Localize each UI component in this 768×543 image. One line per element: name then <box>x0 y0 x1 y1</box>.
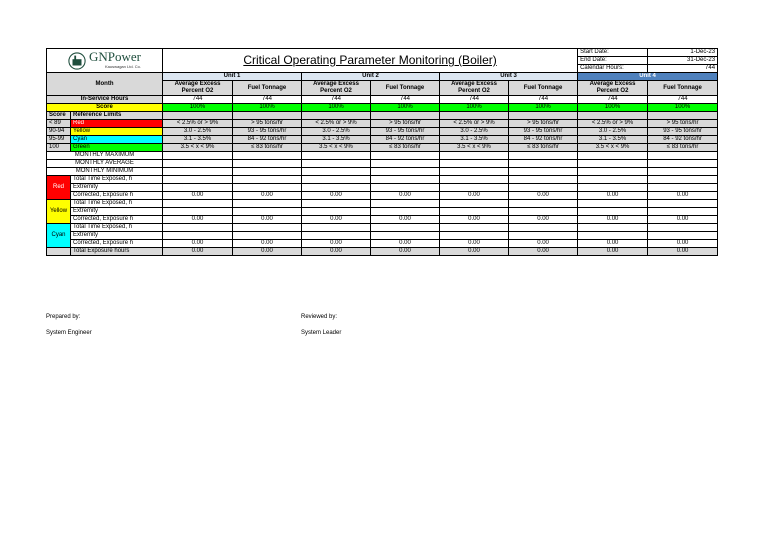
limit-aeo: 3.5 < x < 9% <box>302 144 371 152</box>
total-exposure-value: 0.00 <box>578 248 648 256</box>
blank-cell <box>233 200 302 208</box>
blank-cell <box>302 200 371 208</box>
exposure-value: 0.00 <box>371 192 440 200</box>
blank-cell <box>648 224 718 232</box>
score-row <box>47 104 718 112</box>
blank-cell <box>163 168 233 176</box>
limit-range: < 89 <box>47 120 71 128</box>
blank-cell <box>302 176 371 184</box>
monthly-row <box>47 152 718 160</box>
blank-cell <box>233 168 302 176</box>
blank-cell <box>648 112 718 120</box>
exposure-label: Extremity <box>71 232 163 240</box>
score-value: 100% <box>233 104 302 112</box>
col-aeo: Average Excess Percent O2 <box>163 81 233 96</box>
limit-aeo: < 2.5% or > 9% <box>440 120 509 128</box>
exposure-value: 0.00 <box>578 216 648 224</box>
blank-cell <box>648 168 718 176</box>
monthly-label: MONTHLY MINIMUM <box>47 168 163 176</box>
total-exposure-value: 0.00 <box>302 248 371 256</box>
score-value: 100% <box>509 104 578 112</box>
exposure-label: Corrected, Exposure h <box>71 216 163 224</box>
reference-limits-header: Reference Limits <box>71 112 163 120</box>
blank-cell <box>440 200 509 208</box>
exposure-value: 0.00 <box>163 216 233 224</box>
blank-cell <box>440 176 509 184</box>
exposure-row <box>47 224 718 232</box>
blank-cell <box>233 112 302 120</box>
blank-cell <box>648 200 718 208</box>
inservice-value: 744 <box>163 96 233 104</box>
blank-cell <box>648 184 718 192</box>
blank-cell <box>509 224 578 232</box>
exposure-value: 0.00 <box>440 240 509 248</box>
exposure-value: 0.00 <box>163 240 233 248</box>
blank-cell <box>440 184 509 192</box>
exposure-label: Total Time Exposed, h <box>71 200 163 208</box>
blank-cell <box>302 152 371 160</box>
blank-cell <box>302 232 371 240</box>
monthly-label: MONTHLY AVERAGE <box>47 160 163 168</box>
exposure-group-label: Cyan <box>47 224 71 248</box>
blank-cell <box>648 176 718 184</box>
blank-cell <box>578 152 648 160</box>
score-value: 100% <box>163 104 233 112</box>
score-value: 100% <box>648 104 718 112</box>
exposure-row <box>47 184 718 192</box>
limit-color: Green <box>71 144 163 152</box>
limit-row <box>47 144 718 152</box>
blank-cell <box>47 248 71 256</box>
blank-cell <box>371 176 440 184</box>
limit-fuel: 93 - 95 tons/hr <box>648 128 718 136</box>
limit-fuel: 93 - 95 tons/hr <box>233 128 302 136</box>
limit-fuel: 84 - 92 tons/hr <box>233 136 302 144</box>
blank-cell <box>371 224 440 232</box>
unit-header: Unit 4 <box>578 73 718 81</box>
exposure-row <box>47 192 718 200</box>
blank-cell <box>440 232 509 240</box>
col-aeo: Average Excess Percent O2 <box>440 81 509 96</box>
blank-cell <box>578 160 648 168</box>
limit-fuel: ≤ 83 tons/hr <box>371 144 440 152</box>
inservice-row <box>47 96 718 104</box>
col-fuel: Fuel Tonnage <box>509 81 578 96</box>
exposure-label: Extremity <box>71 184 163 192</box>
col-fuel: Fuel Tonnage <box>648 81 718 96</box>
blank-cell <box>509 152 578 160</box>
blank-cell <box>509 184 578 192</box>
limit-aeo: 3.0 - 2.5% <box>440 128 509 136</box>
exposure-row <box>47 232 718 240</box>
exposure-value: 0.00 <box>233 240 302 248</box>
limit-row <box>47 120 718 128</box>
score-label: Score <box>47 104 163 112</box>
unit-header: Unit 3 <box>440 73 578 81</box>
limit-aeo: 3.5 < x < 9% <box>163 144 233 152</box>
blank-cell <box>578 208 648 216</box>
company-logo <box>47 49 163 73</box>
inservice-value: 744 <box>578 96 648 104</box>
prepared-by-label: Prepared by: <box>46 314 81 320</box>
blank-cell <box>371 200 440 208</box>
blank-cell <box>233 208 302 216</box>
blank-cell <box>578 112 648 120</box>
blank-cell <box>578 176 648 184</box>
inservice-value: 744 <box>648 96 718 104</box>
inservice-value: 744 <box>302 96 371 104</box>
blank-cell <box>440 224 509 232</box>
start-date-value: 1-Dec-23 <box>648 49 718 57</box>
score-value: 100% <box>371 104 440 112</box>
exposure-group-label: Yellow <box>47 200 71 224</box>
blank-cell <box>233 224 302 232</box>
limit-fuel: > 95 tons/hr <box>371 120 440 128</box>
limit-color: Cyan <box>71 136 163 144</box>
limit-color: Red <box>71 120 163 128</box>
blank-cell <box>233 176 302 184</box>
limit-range: 95-99 <box>47 136 71 144</box>
score-value: 100% <box>440 104 509 112</box>
limit-color: Yellow <box>71 128 163 136</box>
exposure-value: 0.00 <box>509 216 578 224</box>
total-exposure-value: 0.00 <box>371 248 440 256</box>
blank-cell <box>302 168 371 176</box>
exposure-value: 0.00 <box>648 192 718 200</box>
blank-cell <box>578 184 648 192</box>
blank-cell <box>440 112 509 120</box>
limit-aeo: < 2.5% or > 9% <box>302 120 371 128</box>
limit-row <box>47 136 718 144</box>
blank-cell <box>509 200 578 208</box>
inservice-value: 744 <box>371 96 440 104</box>
blank-cell <box>371 184 440 192</box>
limit-aeo: 3.0 - 2.5% <box>578 128 648 136</box>
exposure-value: 0.00 <box>233 192 302 200</box>
limit-fuel: 93 - 95 tons/hr <box>509 128 578 136</box>
blank-cell <box>302 208 371 216</box>
month-header: Month <box>47 73 163 96</box>
blank-cell <box>371 168 440 176</box>
exposure-row <box>47 216 718 224</box>
exposure-value: 0.00 <box>578 192 648 200</box>
limit-aeo: 3.0 - 2.5% <box>163 128 233 136</box>
reviewed-by-label: Reviewed by: <box>301 314 338 320</box>
blank-cell <box>302 184 371 192</box>
prepared-by-role: System Engineer <box>46 330 92 336</box>
blank-cell <box>233 232 302 240</box>
company-sub: Kauswagan Ltd. Co. <box>104 64 141 69</box>
start-date-label: Start Date: <box>578 49 648 57</box>
exposure-value: 0.00 <box>440 216 509 224</box>
total-exposure-label: Total Exposure hours <box>71 248 163 256</box>
blank-cell <box>440 160 509 168</box>
blank-cell <box>509 232 578 240</box>
blank-cell <box>648 152 718 160</box>
inservice-value: 744 <box>440 96 509 104</box>
exposure-value: 0.00 <box>302 240 371 248</box>
exposure-row <box>47 176 718 184</box>
power-plant-icon <box>68 52 86 70</box>
blank-cell <box>509 160 578 168</box>
total-exposure-value: 0.00 <box>509 248 578 256</box>
exposure-label: Corrected, Exposure h <box>71 192 163 200</box>
inservice-value: 744 <box>509 96 578 104</box>
col-aeo: Average Excess Percent O2 <box>302 81 371 96</box>
blank-cell <box>440 208 509 216</box>
blank-cell <box>163 208 233 216</box>
exposure-value: 0.00 <box>578 240 648 248</box>
blank-cell <box>578 224 648 232</box>
blank-cell <box>163 176 233 184</box>
limit-aeo: 3.1 - 3.5% <box>163 136 233 144</box>
score-value: 100% <box>302 104 371 112</box>
limit-fuel: ≤ 83 tons/hr <box>509 144 578 152</box>
blank-cell <box>163 160 233 168</box>
blank-cell <box>371 160 440 168</box>
col-aeo: Average Excess Percent O2 <box>578 81 648 96</box>
blank-cell <box>509 168 578 176</box>
blank-cell <box>440 152 509 160</box>
blank-cell <box>163 112 233 120</box>
exposure-row <box>47 240 718 248</box>
calendar-hours-label: Calendar Hours: <box>578 65 648 73</box>
limit-fuel: 84 - 92 tons/hr <box>648 136 718 144</box>
monthly-row <box>47 168 718 176</box>
blank-cell <box>578 200 648 208</box>
limit-aeo: 3.1 - 3.5% <box>302 136 371 144</box>
exposure-label: Total Time Exposed, h <box>71 176 163 184</box>
exposure-label: Total Time Exposed, h <box>71 224 163 232</box>
blank-cell <box>302 160 371 168</box>
score-value: 100% <box>578 104 648 112</box>
exposure-row <box>47 208 718 216</box>
blank-cell <box>233 184 302 192</box>
blank-cell <box>648 160 718 168</box>
blank-cell <box>509 208 578 216</box>
col-fuel: Fuel Tonnage <box>233 81 302 96</box>
blank-cell <box>371 232 440 240</box>
total-exposure-value: 0.00 <box>163 248 233 256</box>
monthly-row <box>47 160 718 168</box>
blank-cell <box>648 232 718 240</box>
blank-cell <box>371 112 440 120</box>
limit-fuel: ≤ 83 tons/hr <box>648 144 718 152</box>
blank-cell <box>509 112 578 120</box>
limit-range: 100 <box>47 144 71 152</box>
exposure-value: 0.00 <box>440 192 509 200</box>
calendar-hours-value: 744 <box>648 65 718 73</box>
blank-cell <box>163 152 233 160</box>
monthly-label: MONTHLY MAXIMUM <box>47 152 163 160</box>
exposure-value: 0.00 <box>302 216 371 224</box>
exposure-value: 0.00 <box>371 240 440 248</box>
limit-fuel: > 95 tons/hr <box>233 120 302 128</box>
blank-cell <box>578 232 648 240</box>
limit-aeo: 3.5 < x < 9% <box>578 144 648 152</box>
blank-cell <box>302 224 371 232</box>
total-exposure-value: 0.00 <box>233 248 302 256</box>
limit-aeo: < 2.5% or > 9% <box>163 120 233 128</box>
company-name: GNPower <box>89 49 141 64</box>
exposure-value: 0.00 <box>302 192 371 200</box>
blank-cell <box>233 160 302 168</box>
exposure-value: 0.00 <box>509 192 578 200</box>
reviewed-by-role: System Leader <box>301 330 342 336</box>
reference-header-row <box>47 112 718 120</box>
exposure-value: 0.00 <box>509 240 578 248</box>
inservice-value: 744 <box>233 96 302 104</box>
exposure-label: Corrected, Exposure h <box>71 240 163 248</box>
blank-cell <box>163 200 233 208</box>
blank-cell <box>163 184 233 192</box>
blank-cell <box>371 208 440 216</box>
limit-aeo: < 2.5% or > 9% <box>578 120 648 128</box>
exposure-value: 0.00 <box>371 216 440 224</box>
exposure-row <box>47 200 718 208</box>
exposure-value: 0.00 <box>648 240 718 248</box>
blank-cell <box>371 152 440 160</box>
limit-aeo: 3.1 - 3.5% <box>578 136 648 144</box>
limit-aeo: 3.1 - 3.5% <box>440 136 509 144</box>
limit-aeo: 3.5 < x < 9% <box>440 144 509 152</box>
limit-fuel: ≤ 83 tons/hr <box>233 144 302 152</box>
score-col-header: Score <box>47 112 71 120</box>
unit-header: Unit 2 <box>302 73 440 81</box>
limit-fuel: > 95 tons/hr <box>648 120 718 128</box>
blank-cell <box>233 152 302 160</box>
report-sheet <box>46 48 717 256</box>
exposure-label: Extremity <box>71 208 163 216</box>
blank-cell <box>578 168 648 176</box>
total-exposure-value: 0.00 <box>648 248 718 256</box>
exposure-value: 0.00 <box>163 192 233 200</box>
monitoring-table <box>46 48 718 256</box>
end-date-label: End Date: <box>578 57 648 65</box>
exposure-group-label: Red <box>47 176 71 200</box>
limit-fuel: 84 - 92 tons/hr <box>509 136 578 144</box>
blank-cell <box>440 168 509 176</box>
blank-cell <box>163 232 233 240</box>
limit-row <box>47 128 718 136</box>
total-exposure-row <box>47 248 718 256</box>
col-fuel: Fuel Tonnage <box>371 81 440 96</box>
limit-fuel: 93 - 95 tons/hr <box>371 128 440 136</box>
blank-cell <box>648 208 718 216</box>
limit-aeo: 3.0 - 2.5% <box>302 128 371 136</box>
inservice-label: In-Service Hours <box>47 96 163 104</box>
page-title: Critical Operating Parameter Monitoring (Boiler) <box>163 49 578 73</box>
end-date-value: 31-Dec-23 <box>648 57 718 65</box>
unit-header: Unit 1 <box>163 73 302 81</box>
total-exposure-value: 0.00 <box>440 248 509 256</box>
exposure-value: 0.00 <box>233 216 302 224</box>
blank-cell <box>302 112 371 120</box>
limit-fuel: > 95 tons/hr <box>509 120 578 128</box>
blank-cell <box>163 224 233 232</box>
exposure-value: 0.00 <box>648 216 718 224</box>
blank-cell <box>509 176 578 184</box>
limit-fuel: 84 - 92 tons/hr <box>371 136 440 144</box>
limit-range: 90-94 <box>47 128 71 136</box>
